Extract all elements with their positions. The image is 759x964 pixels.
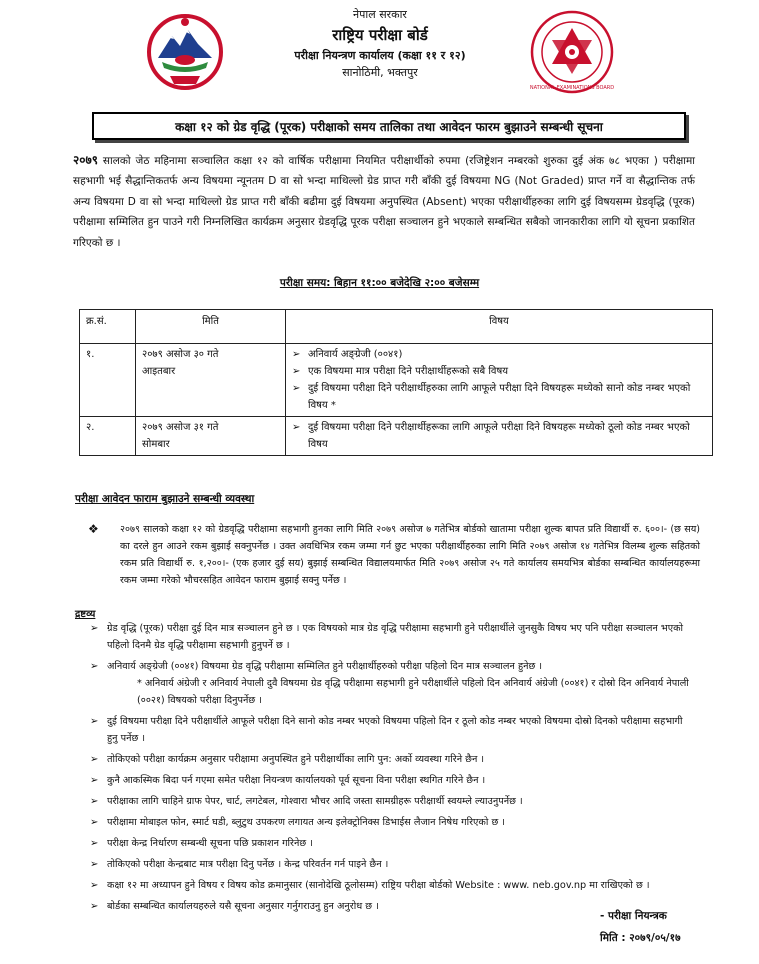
list-item [90,751,696,768]
list-item [90,877,696,894]
note-text: तोकिएको परीक्षा केन्द्रबाट मात्र परीक्षा दिनु पर्नेछ । केन्द्र परिवर्तन गर्न पाइने छैन । [107,859,389,870]
row-sn: २. [80,417,136,456]
arrow-bullet-icon: ➢ [90,623,99,634]
signatory: - परीक्षा नियन्त्रक [600,910,667,922]
note-text: बोर्डका सम्बन्धित कार्यालयहरुले यसै सूचना अनुसार गर्नुगराउनु हुन अनुरोध छ । [107,901,379,912]
note-text: तोकिएको परीक्षा कार्यक्रम अनुसार परीक्षामा अनुपस्थित हुने परीक्षार्थीका लागि पुन: अर्को व्यवस्था गरिने छैन । [107,754,485,765]
row-subjects [286,417,713,456]
intro-year: २०७९ [73,153,98,167]
notice-title: कक्षा १२ को ग्रेड वृद्धि (पूरक) परीक्षाको समय तालिका तथा आवेदन फारम बुझाउने सम्बन्धी सूचना [92,112,686,140]
intro-text: सालको जेठ महिनामा सञ्चालित कक्षा १२ को वार्षिक परीक्षामा नियमित परीक्षार्थीको रुपमा (रजिष्ट्रेशन नम्बरको शुरुका दुई अंक ७८ भएका ) परीक्षामा सहभागी भई सैद्धान्तिकतर्फ अन्य विषयमा न्यूनतम D वा सो भन्दा माथिल्लो ग्रेड प्राप्त गरी बाँकी दुई विषयमा NG (Not Graded) प्राप्त गर्ने वा सैद्धान्तिक तर्फ अन्य विषयमा D वा सो भन्दा माथिल्लो ग्रेड प्राप्त गरी बाँकी बढीमा दुई विषयमा अनुपस्थित (Absent) भएका परीक्षार्थीहरुका लागि दुई विषयसम्म ग्रेडवृद्धि (पूरक) परीक्षामा सम्मिलित हुन पाउने गरी निम्नलिखित कार्यक्रम अनुसार ग्रेडवृद्धि पूरक परीक्षा सञ्चालन हुने भएकाले सम्बन्धित सबैको जानकारीका लागि यो सूचना प्रकाशित गरिएको छ । [73,155,695,249]
header-date: मिति [136,310,286,344]
schedule-header-row [80,310,713,344]
note-block [107,658,696,709]
table-row [80,344,713,417]
diamond-bullet-icon: ❖ [88,522,99,536]
subject-item [292,380,706,414]
sub-note: * अनिवार्य अंग्रेजी र अनिवार्य नेपाली दुवै विषयमा ग्रेड वृद्धि परीक्षामा सहभागी हुने परीक्षार्थीले पहिलो दिन अनिवार्य अंग्रेजी (००४१) र दोस्रो दिन अनिवार्य नेपाली (००२१) विषयको परीक्षा दिनुपर्नेछ । [137,678,689,706]
arrow-bullet-icon: ➢ [90,716,99,727]
row-date [136,417,286,456]
note-text: अनिवार्य अङ्ग्रेजी (००४१) विषयमा ग्रेड वृद्धि परीक्षामा सम्मिलित हुने परीक्षार्थीहरुको परीक्षा पहिलो दिन मात्र सञ्चालन हुनेछ । [107,661,543,672]
arrow-bullet-icon: ➢ [90,796,99,807]
list-item [90,856,696,873]
form-heading: परीक्षा आवेदन फाराम बुझाउने सम्बन्धी व्यवस्था [75,493,255,505]
arrow-bullet-icon: ➢ [90,859,99,870]
list-item [90,793,696,810]
note-text: दुई विषयमा परीक्षा दिने परीक्षार्थीले आफूले परीक्षा दिने सानो कोड नम्बर भएको विषयमा पहिलो दिन र ठूलो कोड नम्बर भएको विषयमा दोस्रो दिनको परीक्षामा सहभागी हुनु पर्नेछ । [107,716,683,744]
form-paragraph [88,521,700,589]
day-text: सोमबार [142,439,170,450]
arrow-bullet-icon: ➢ [90,817,99,828]
note-text: कुनै आकस्मिक बिदा पर्न गएमा समेत परीक्षा नियन्त्रण कार्यालयको पूर्व सूचना विना परीक्षा स्थगित गरिने छैन । [107,775,486,786]
seal-text: NATIONAL EXAMINATIONS BOARD [529,85,615,91]
list-item [90,835,696,852]
intro-paragraph [73,150,695,253]
list-item [90,772,696,789]
arrow-bullet-icon: ➢ [292,422,301,433]
list-item [90,658,696,709]
govt-name: नेपाल सरकार [353,8,407,21]
subject-item [292,363,706,380]
signature-block [600,905,740,949]
subject-text: अनिवार्य अङ्ग्रेजी (००४१) [308,349,403,360]
arrow-bullet-icon: ➢ [90,901,99,912]
arrow-bullet-icon: ➢ [292,383,301,394]
letterhead [0,0,759,100]
note-text: परीक्षाका लागि चाहिने ग्राफ पेपर, चार्ट, लगटेबल, गोश्वारा भौचर आदि जस्ता सामग्रीहरू परीक्षार्थी स्वयम्ले ल्याउनुपर्नेछ । [107,796,523,807]
arrow-bullet-icon: ➢ [90,775,99,786]
row-subjects [286,344,713,417]
arrow-bullet-icon: ➢ [292,349,301,360]
nepal-emblem-icon [140,10,230,92]
row-sn: १. [80,344,136,417]
arrow-bullet-icon: ➢ [90,661,99,672]
list-item [90,620,696,654]
notes-list [90,620,696,919]
row-date [136,344,286,417]
schedule-table [79,309,713,456]
note-text: कक्षा १२ मा अध्यापन हुने विषय र विषय कोड क्रमानुसार (सानोदेखि ठूलोसम्म) राष्ट्रिय परीक्षा बोर्डको Website : www. neb.gov.np मा राखिएको छ । [107,880,650,891]
day-text: आइतबार [142,366,176,377]
exam-time: परीक्षा समय: बिहान ११:०० बजेदेखि २:०० बजेसम्म [279,277,480,289]
board-name: राष्ट्रिय परीक्षा बोर्ड [332,26,428,44]
list-item [90,814,696,831]
header-subject: विषय [286,310,713,344]
arrow-bullet-icon: ➢ [292,366,301,377]
subject-item [292,346,706,363]
list-item [90,713,696,747]
subject-text: एक विषयमा मात्र परीक्षा दिने परीक्षार्थीहरूको सबै विषय [308,366,509,377]
notes-heading: द्रष्टव्य [75,609,96,620]
subject-text: दुई विषयमा परीक्षा दिने परीक्षार्थीहरुका लागि आफूले परीक्षा दिने विषयहरू मध्येको सानो कोड नम्बर भएको विषय * [308,383,691,411]
note-text: परीक्षा केन्द्र निर्धारण सम्बन्धी सूचना पछि प्रकाशन गरिनेछ । [107,838,313,849]
office-address: सानोठिमी, भक्तपुर [342,66,418,79]
date-text: २०७९ असोज ३१ गते [142,422,219,433]
arrow-bullet-icon: ➢ [90,880,99,891]
note-text: ग्रेड वृद्धि (पूरक) परीक्षा दुई दिन मात्र सञ्चालन हुने छ । एक विषयको मात्र ग्रेड वृद्धि परीक्षामा सहभागी हुने परीक्षार्थीले जुनसुकै विषय भए पनि परीक्षा सञ्चालन भएको पहिलो दिनमै ग्रेड वृद्धि परीक्षामा सहभागी हुनुपर्ने छ । [107,623,684,651]
subject-text: दुई विषयमा परीक्षा दिने परीक्षार्थीहरूका लागि आफूले परीक्षा दिने विषयहरू मध्येको ठूलो कोड नम्बर भएको विषय [308,422,690,450]
form-text: २०७९ सालको कक्षा १२ को ग्रेडवृद्धि परीक्षामा सहभागी हुनका लागि मिति २०७९ असोज ७ गतेभित्र बोर्डको खातामा परीक्षा शुल्क बापत प्रति विद्यार्थी रु. ६००।- (छ सय) का दरले हुन आउने रकम बुझाई सक्नुपर्नेछ । उक्त अवधिभित्र रकम जम्मा गर्न छुट भएका परीक्षार्थीहरुका लागि मिति २०७९ असोज १४ गतेभित्र विलम्ब शुल्क सहितको रकम प्रति विद्यार्थी रु. १,२००।- (एक हजार दुई सय) बुझाई सम्बन्धित विद्यालयमार्फत मिति २०७९ असोज २५ गते कार्यालय समयभित्र बोर्डका सम्बन्धित कार्यालयहरूमा रकम जम्मा गरेको भौचरसहित आवेदन फाराम बुझाई सक्नु पर्नेछ । [120,524,700,586]
arrow-bullet-icon: ➢ [90,838,99,849]
subject-item [292,419,706,453]
neb-seal-icon [528,8,616,96]
date-text: २०७९ असोज ३० गते [142,349,219,360]
note-text: परीक्षामा मोबाइल फोन, स्मार्ट घडी, ब्लुटुथ उपकरण लगायत अन्य इलेक्ट्रोनिक्स डिभाईस लैजान निषेध गरिएको छ । [107,817,505,828]
notice-date: मिति : २०७९/०५/१७ [600,932,681,944]
office-name: परीक्षा नियन्त्रण कार्यालय (कक्षा ११ र १२) [294,49,466,62]
header-sn: क्र.सं. [80,310,136,344]
table-row [80,417,713,456]
arrow-bullet-icon: ➢ [90,754,99,765]
